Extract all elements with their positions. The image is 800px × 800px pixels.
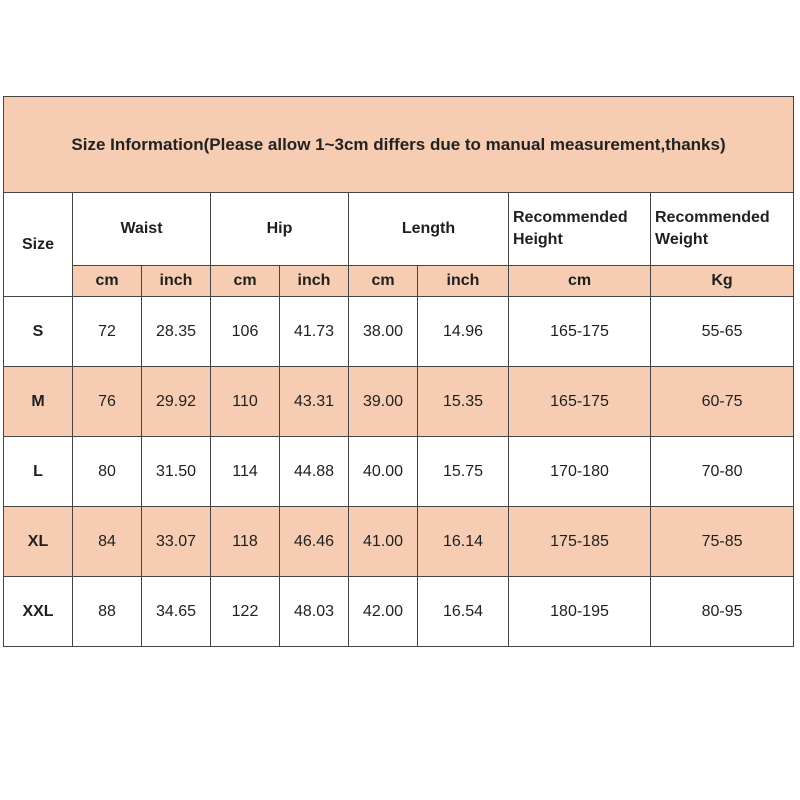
- recommended-height-cell: 175-185: [509, 507, 651, 577]
- recommended-weight-cell: 75-85: [651, 507, 794, 577]
- hip-header: Hip: [211, 193, 349, 266]
- length-header: Length: [349, 193, 509, 266]
- recommended-weight-cell: 55-65: [651, 297, 794, 367]
- size-header: Size: [4, 193, 73, 297]
- unit-row: [4, 266, 794, 297]
- size-cell: XL: [4, 507, 73, 577]
- hip-cm-cell: 122: [211, 577, 280, 647]
- length-inch-cell: 15.75: [418, 437, 509, 507]
- length-cm-cell: 42.00: [349, 577, 418, 647]
- title-row: [4, 97, 794, 193]
- recommended-weight-line-1: Recommended: [655, 209, 770, 226]
- waist-header: Waist: [73, 193, 211, 266]
- size-cell: L: [4, 437, 73, 507]
- waist-inch-cell: 33.07: [142, 507, 211, 577]
- size-cell: XXL: [4, 577, 73, 647]
- recommended-height-cell: 165-175: [509, 297, 651, 367]
- recommended-weight-line-2: Weight: [655, 231, 709, 248]
- recommended-weight-header: [651, 193, 794, 266]
- length-inch-cell: 15.35: [418, 367, 509, 437]
- size-chart-table: [3, 96, 794, 647]
- hip-inch-cell: 44.88: [280, 437, 349, 507]
- waist-inch-cell: 29.92: [142, 367, 211, 437]
- waist-cm-cell: 76: [73, 367, 142, 437]
- recommended-height-line-1: Recommended: [513, 209, 628, 226]
- waist-cm-cell: 88: [73, 577, 142, 647]
- hip-inch-cell: 46.46: [280, 507, 349, 577]
- table-row: [4, 297, 794, 367]
- hip-cm-cell: 106: [211, 297, 280, 367]
- recommended-weight-cell: 80-95: [651, 577, 794, 647]
- waist-inch-cell: 28.35: [142, 297, 211, 367]
- recommended-height-cell: 170-180: [509, 437, 651, 507]
- hip-inch-cell: 41.73: [280, 297, 349, 367]
- table-row: [4, 437, 794, 507]
- hip-inch-cell: 48.03: [280, 577, 349, 647]
- length-inch-cell: 14.96: [418, 297, 509, 367]
- length-inch-cell: 16.14: [418, 507, 509, 577]
- recommended-weight-cell: 70-80: [651, 437, 794, 507]
- recommended-weight-cell: 60-75: [651, 367, 794, 437]
- length-inch-cell: 16.54: [418, 577, 509, 647]
- waist-cm-cell: 80: [73, 437, 142, 507]
- unit-weight-kg: Kg: [651, 266, 794, 297]
- waist-inch-cell: 34.65: [142, 577, 211, 647]
- recommended-height-cell: 165-175: [509, 367, 651, 437]
- hip-cm-cell: 110: [211, 367, 280, 437]
- recommended-height-header: [509, 193, 651, 266]
- unit-waist-inch: inch: [142, 266, 211, 297]
- waist-cm-cell: 72: [73, 297, 142, 367]
- hip-cm-cell: 118: [211, 507, 280, 577]
- chart-title: Size Information(Please allow 1~3cm differs due to manual measurement,thanks): [4, 97, 794, 193]
- unit-hip-cm: cm: [211, 266, 280, 297]
- unit-hip-inch: inch: [280, 266, 349, 297]
- table-row: [4, 507, 794, 577]
- size-cell: M: [4, 367, 73, 437]
- unit-waist-cm: cm: [73, 266, 142, 297]
- recommended-height-line-2: Height: [513, 231, 563, 248]
- header-row: [4, 193, 794, 266]
- size-cell: S: [4, 297, 73, 367]
- recommended-height-cell: 180-195: [509, 577, 651, 647]
- length-cm-cell: 38.00: [349, 297, 418, 367]
- unit-length-cm: cm: [349, 266, 418, 297]
- waist-inch-cell: 31.50: [142, 437, 211, 507]
- length-cm-cell: 40.00: [349, 437, 418, 507]
- length-cm-cell: 39.00: [349, 367, 418, 437]
- waist-cm-cell: 84: [73, 507, 142, 577]
- length-cm-cell: 41.00: [349, 507, 418, 577]
- hip-cm-cell: 114: [211, 437, 280, 507]
- table-row: [4, 577, 794, 647]
- unit-height-cm: cm: [509, 266, 651, 297]
- unit-length-inch: inch: [418, 266, 509, 297]
- table-row: [4, 367, 794, 437]
- hip-inch-cell: 43.31: [280, 367, 349, 437]
